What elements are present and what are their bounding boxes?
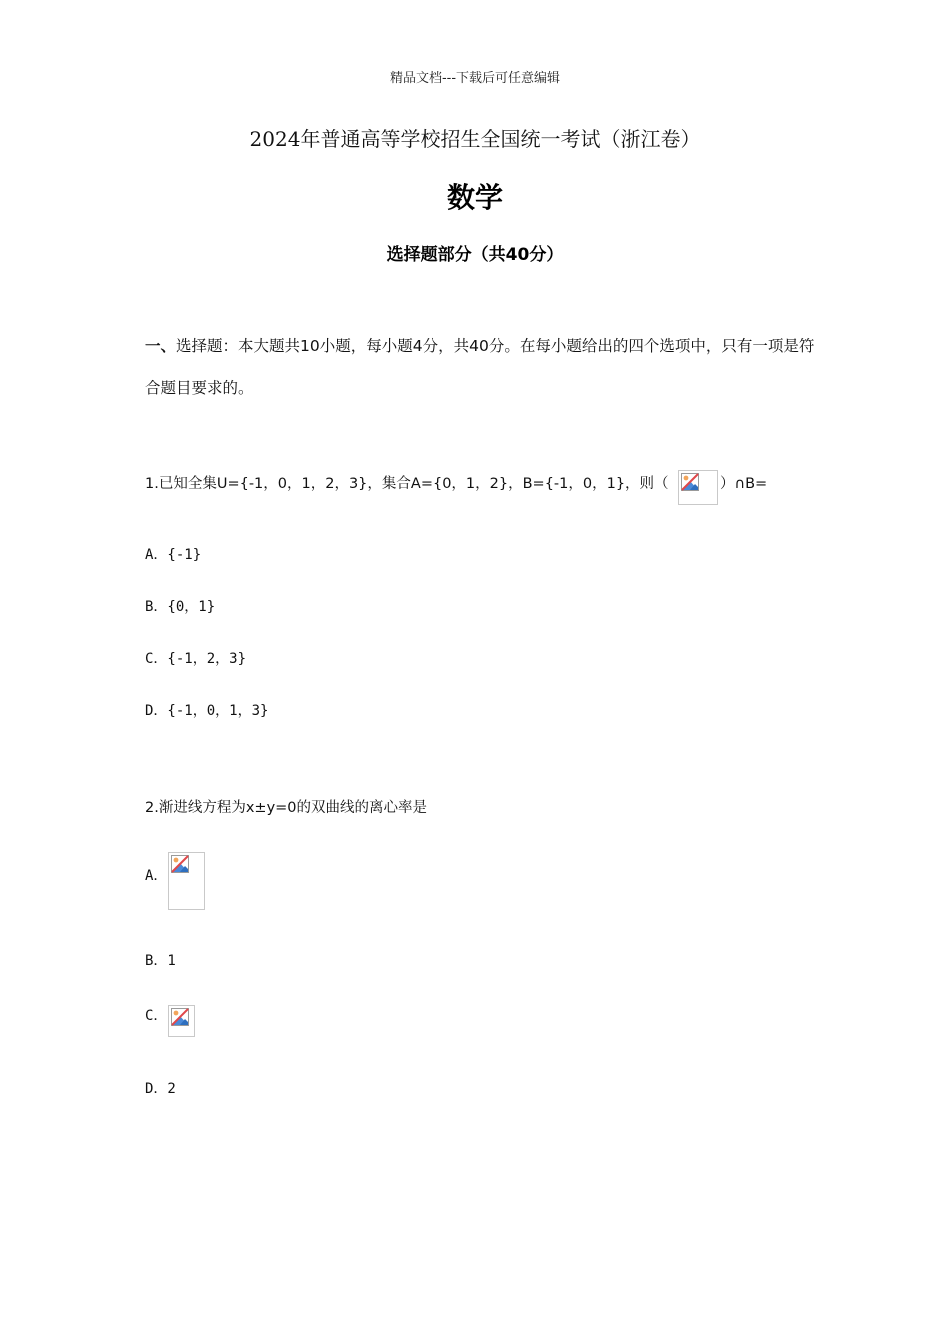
subject-title: 数学 (446, 181, 503, 214)
question-2-option-b: B．1 (145, 953, 176, 969)
question-1-option-d: D．{-1，0，1，3} (145, 703, 269, 719)
question-2-option-c: C． (145, 1008, 168, 1024)
question-1-image-placeholder (678, 470, 718, 505)
section-number: 一、 (145, 337, 177, 355)
broken-image-icon (681, 473, 699, 491)
exam-title: 2024年普通高等学校招生全国统一考试（浙江卷） (249, 127, 701, 151)
question-1-option-a: A．{-1} (145, 547, 202, 563)
question-2-option-d: D．2 (145, 1081, 176, 1097)
header-note: 精品文档---下载后可任意编辑 (389, 71, 561, 86)
instructions-text: 选择题：本大题共10小题，每小题4分，共40分。在每小题给出的四个选项中，只有一项是符合题目要求的。 (145, 337, 815, 397)
part-title: 选择题部分（共40分） (386, 245, 564, 265)
question-2-stem: 2.渐进线方程为x±y=0的双曲线的离心率是 (145, 800, 428, 816)
section-instructions (145, 325, 815, 409)
broken-image-icon (171, 1008, 189, 1026)
question-1-stem-after: ）∩B= (720, 476, 768, 492)
question-1-option-b: B．{0，1} (145, 599, 216, 615)
question-1-stem (145, 472, 669, 493)
broken-image-icon (171, 855, 189, 873)
question-2-option-c-image-placeholder (168, 1005, 195, 1037)
question-2-option-a: A． (145, 868, 168, 884)
question-1-option-c: C．{-1，2，3} (145, 651, 247, 667)
question-2-option-a-image-placeholder (168, 852, 205, 910)
question-1-stem-before: 1.已知全集U={-1，0，1，2，3}，集合A={0，1，2}，B={-1，0，1}，则（ (145, 476, 669, 492)
